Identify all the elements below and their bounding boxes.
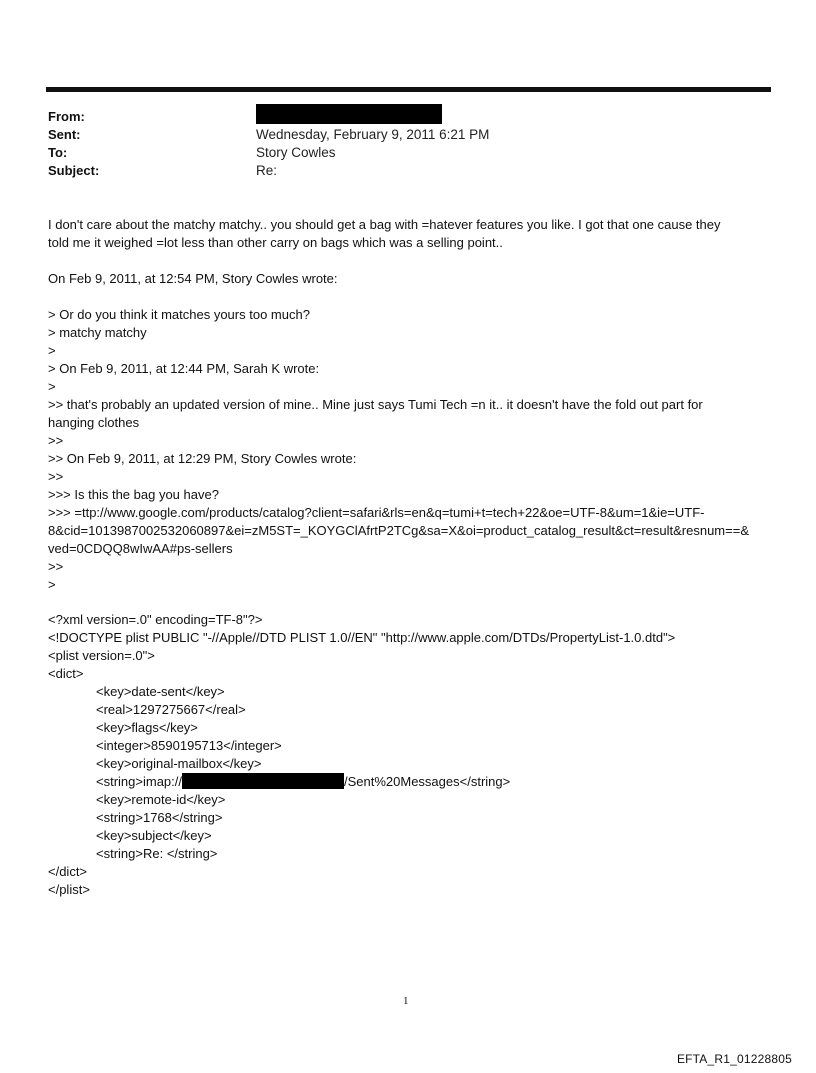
quote-line: > Or do you think it matches yours too much? bbox=[48, 307, 310, 322]
header-rule bbox=[46, 87, 771, 92]
body-line: I don't care about the matchy matchy.. you should get a bag with =hatever features you like. I got that one cause they bbox=[48, 217, 721, 232]
subject-value: Re: bbox=[256, 163, 278, 178]
plist-line: <key>flags</key> bbox=[96, 720, 198, 735]
xml-declaration: <?xml version=.0" encoding=TF-8"?> bbox=[48, 612, 263, 627]
imap-suffix: /Sent%20Messages</string> bbox=[344, 774, 511, 789]
plist-line bbox=[48, 773, 778, 791]
quote-line: >> On Feb 9, 2011, at 12:29 PM, Story Cowles wrote: bbox=[48, 451, 357, 466]
from-label: From: bbox=[48, 109, 85, 124]
quote-line: > matchy matchy bbox=[48, 325, 147, 340]
plist-line: <string>Re: </string> bbox=[96, 846, 218, 861]
quote-line: hanging clothes bbox=[48, 415, 140, 430]
quote-line: >> bbox=[48, 469, 64, 484]
sent-value: Wednesday, February 9, 2011 6:21 PM bbox=[256, 127, 490, 142]
plist-line: <real>1297275667</real> bbox=[96, 702, 246, 717]
imap-prefix: <string>imap:// bbox=[96, 774, 182, 789]
plist-line: <key>subject</key> bbox=[96, 828, 212, 843]
quote-line: >> bbox=[48, 559, 64, 574]
message-body bbox=[48, 216, 778, 594]
plist-line: <string>1768</string> bbox=[96, 810, 223, 825]
plist-block bbox=[48, 611, 778, 899]
quote-line: >>> Is this the bag you have? bbox=[48, 487, 219, 502]
quote-line: >> that's probably an updated version of mine.. Mine just says Tumi Tech =n it.. it doesn't have the fold out part for bbox=[48, 397, 703, 412]
dict-close: </dict> bbox=[48, 864, 88, 879]
doctype-line: <!DOCTYPE plist PUBLIC "-//Apple//DTD PLIST 1.0//EN" "http://www.apple.com/DTDs/PropertyList-1.0.dtd"> bbox=[48, 630, 676, 645]
quote-line: 8&cid=1013987002532060897&ei=zM5ST=_KOYGClAfrtP2TCg&sa=X&oi=product_catalog_result&ct=result&resnum==& bbox=[48, 523, 749, 538]
quote-line: >> bbox=[48, 433, 64, 448]
sent-label: Sent: bbox=[48, 127, 81, 142]
document-id: EFTA_R1_01228805 bbox=[676, 1052, 792, 1066]
plist-open: <plist version=.0"> bbox=[48, 648, 155, 663]
page-number: 1 bbox=[403, 995, 409, 1007]
redacted-from bbox=[256, 104, 442, 124]
body-line: told me it weighed =lot less than other carry on bags which was a selling point.. bbox=[48, 235, 503, 250]
plist-line: <key>original-mailbox</key> bbox=[96, 756, 262, 771]
dict-open: <dict> bbox=[48, 666, 84, 681]
plist-line: <key>date-sent</key> bbox=[96, 684, 225, 699]
subject-label: Subject: bbox=[48, 163, 100, 178]
quote-line: > On Feb 9, 2011, at 12:44 PM, Sarah K wrote: bbox=[48, 361, 320, 376]
redacted-mailbox bbox=[182, 773, 344, 789]
quote-line: > bbox=[48, 577, 56, 592]
quote-line: > bbox=[48, 379, 56, 394]
quote-line: > bbox=[48, 343, 56, 358]
to-value: Story Cowles bbox=[256, 145, 336, 160]
attribution-line: On Feb 9, 2011, at 12:54 PM, Story Cowles wrote: bbox=[48, 271, 338, 286]
quote-line: >>> =ttp://www.google.com/products/catalog?client=safari&rls=en&q=tumi+t=tech+22&oe=UTF-8&um=1&ie=UTF- bbox=[48, 505, 705, 520]
plist-line: <integer>8590195713</integer> bbox=[96, 738, 282, 753]
to-label: To: bbox=[48, 145, 68, 160]
plist-close: </plist> bbox=[48, 882, 90, 897]
quote-line: ved=0CDQQ8wIwAA#ps-sellers bbox=[48, 541, 233, 556]
plist-line: <key>remote-id</key> bbox=[96, 792, 226, 807]
